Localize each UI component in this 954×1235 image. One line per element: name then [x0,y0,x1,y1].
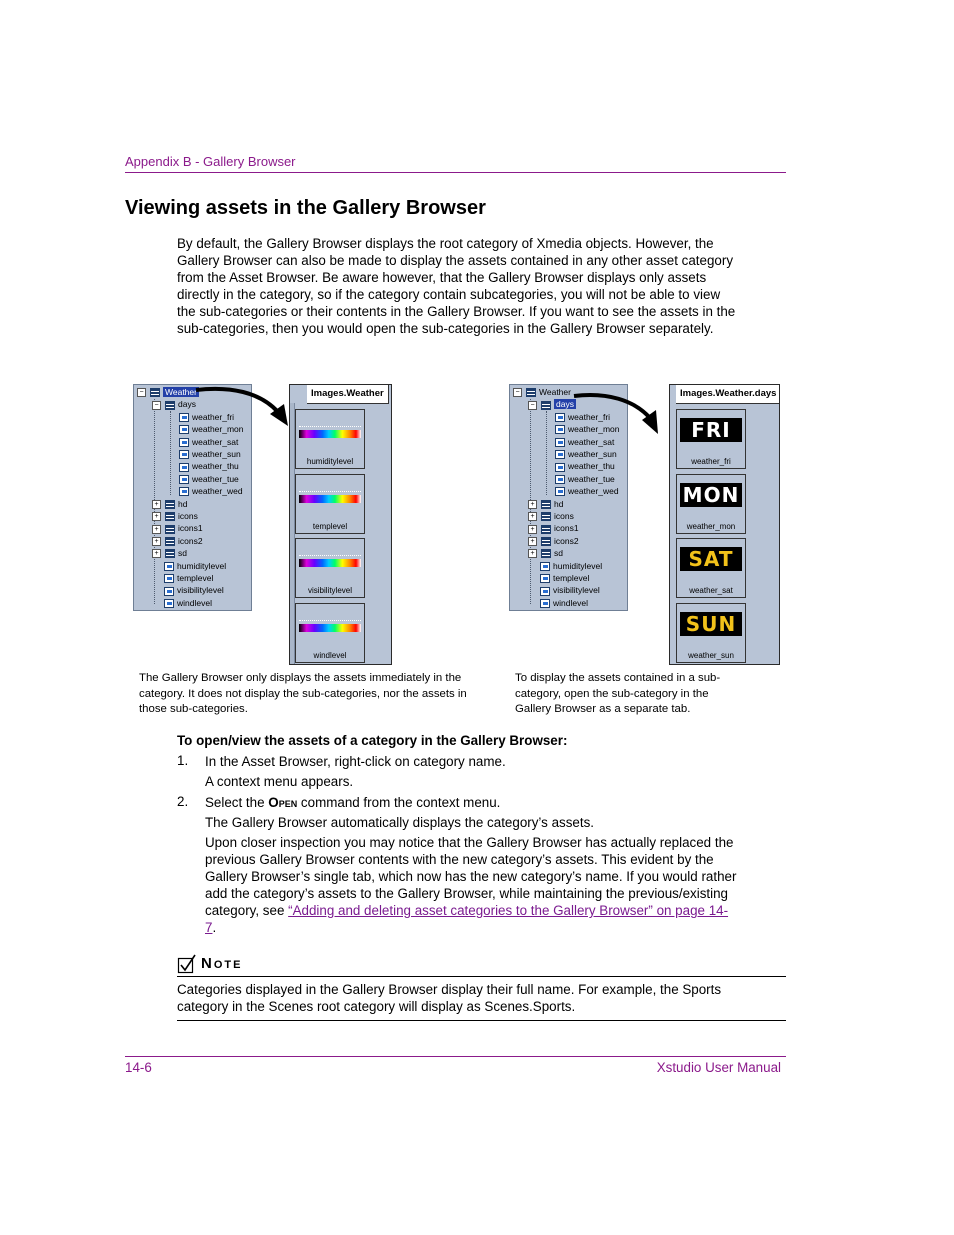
step-result: A context menu appears. [205,774,354,789]
tree-guide-line [546,411,547,495]
gallery-tile[interactable] [676,474,746,534]
tree-item-label: Weather [539,387,571,397]
note-bottom-rule [177,1020,786,1021]
checkbox-icon [177,954,197,974]
tree-item-label: days [178,399,196,410]
day-image: SAT [680,547,742,571]
tree-item-label: weather_sun [568,449,617,459]
expand-icon[interactable]: + [152,525,161,534]
step-number: 2. [177,794,189,809]
tree-item-label: templevel [553,573,590,583]
tree-item-label: weather_sat [568,436,615,447]
tree-item-label: icons2 [178,535,203,546]
image-icon [540,587,550,596]
section-title: Viewing assets in the Gallery Browser [125,197,486,219]
tree-item[interactable] [528,522,579,534]
expand-icon[interactable]: + [152,512,161,521]
tile-label: visibilitylevel [307,586,352,595]
tree-item-label: weather_sun [192,449,241,459]
tree-item[interactable] [528,398,576,410]
image-icon [164,562,174,571]
gallery-tab[interactable]: Images.Weather.days [676,385,780,404]
folder-icon [165,549,175,558]
step-text-before: Select the [205,795,269,810]
tree-item-label: hd [178,498,188,509]
tree-item-label: visibilitylevel [553,585,600,596]
tree-item-label: visibilitylevel [177,585,224,596]
tile-label: weather_mon [686,522,736,531]
image-icon [179,438,189,447]
folder-icon [541,401,551,410]
tree-item-label: weather_tue [192,473,239,484]
tree-item-label: weather_fri [192,411,235,422]
note-text: Categories displayed in the Gallery Browser display their full name. For example, the Sports category in the Scenes root category will display as Scenes.Sports. [177,982,722,1014]
tree-item[interactable] [179,473,239,485]
tree-item[interactable] [179,460,239,472]
collapse-icon[interactable]: − [137,388,146,397]
image-icon [540,574,550,583]
expand-icon[interactable]: + [152,500,161,509]
expand-icon[interactable]: + [528,537,537,546]
tile-label: windlevel [313,651,347,660]
tree-item-label: templevel [177,573,214,583]
tree-item-label: weather_mon [568,424,620,435]
tree-item-label: icons1 [554,523,579,534]
tree-item-label: windlevel [177,597,212,608]
figure-caption-right: To display the assets contained in a sub-category, open the sub-category in the Gallery Browser as a separate tab. [515,672,721,715]
tree-item-label: days [556,399,574,410]
step-text: In the Asset Browser, right-click on category name. [205,754,506,769]
tree-guide-line [170,411,171,495]
procedure-title: To open/view the assets of a category in the Gallery Browser: [177,733,568,748]
tree-item-label: windlevel [553,597,588,608]
tree-item[interactable] [540,597,588,609]
tree-item-label: weather_thu [568,461,615,472]
tree-item-label: weather_wed [192,486,243,497]
intro-paragraph: By default, the Gallery Browser displays the root category of Xmedia objects. However, the Gallery Browser can also be made to display the assets contained in any other asset category from the Asset Browser. Be aware however, that the Gallery Browser displays only assets directly in the category, so if the category contain subcategories, you will not be able to view the sub-categories or their contents in the Gallery Browser. If you want to see the assets in the sub-categories, then you would open the sub-categories in the Gallery Browser separately. [177,236,736,336]
tree-item[interactable] [528,510,574,522]
tree-item[interactable] [555,448,617,460]
tree-item[interactable] [555,473,615,485]
tile-label: humiditylevel [306,457,354,466]
tree-item-label: weather_sat [192,436,239,447]
arrow-icon [190,384,300,434]
day-image: FRI [680,418,742,442]
tree-item[interactable] [540,560,602,572]
tree-item[interactable] [152,522,203,534]
collapse-icon[interactable]: − [528,401,537,410]
step-number: 1. [177,753,189,768]
tree-item-label: icons [554,511,574,521]
tree-item-label: humiditylevel [553,560,603,571]
folder-icon [165,500,175,509]
running-header: Appendix B - Gallery Browser [125,154,296,169]
image-icon [164,574,174,583]
manual-title: Xstudio User Manual [656,1060,781,1075]
tile-label: templevel [312,522,348,531]
note-top-rule [177,976,786,977]
collapse-icon[interactable]: − [513,388,522,397]
gallery-tile[interactable] [676,603,746,663]
image-icon [179,425,189,434]
step-explanation [205,834,737,936]
tree-item-label: weather_fri [568,411,611,422]
tree-item[interactable] [164,597,212,609]
image-icon [179,487,189,496]
gallery-tile[interactable] [295,474,365,534]
collapse-icon[interactable]: − [152,401,161,410]
gallery-tile[interactable] [295,409,365,469]
tree-item-label: humiditylevel [177,560,227,571]
tree-item-label: weather_wed [568,486,619,497]
footer-rule [125,1056,786,1057]
image-icon [179,413,189,422]
tree-item-label: weather_thu [192,461,239,472]
tile-label: weather_sun [688,651,734,660]
figure-caption-left: The Gallery Browser only displays the assets immediately in the category. It does not display the sub-categories, nor the assets in those sub-categories. [139,672,467,715]
image-icon [540,562,550,571]
expand-icon[interactable]: + [528,525,537,534]
tree-item-label: sd [178,548,187,559]
arrow-icon [572,390,672,440]
folder-icon [541,500,551,509]
open-command: Open [268,795,298,810]
step-text [205,794,500,811]
image-icon [179,463,189,472]
expand-icon[interactable]: + [152,537,161,546]
tile-label: weather_fri [691,457,731,466]
image-icon [555,487,565,496]
tree-item[interactable] [528,547,563,559]
step-text-after: command from the context menu. [297,795,501,810]
gallery-tile[interactable] [295,538,365,598]
folder-icon [150,388,160,397]
tree-item[interactable] [164,584,224,596]
day-image: SUN [680,612,742,636]
tree-item[interactable] [164,560,226,572]
tree-item[interactable] [152,547,187,559]
tree-item-label: hd [554,498,564,509]
gallery-tab[interactable]: Images.Weather [307,385,389,404]
tree-item[interactable] [152,510,198,522]
cross-reference-link[interactable]: “Adding and deleting asset categories to the Gallery Browser” on page 14-7 [205,903,729,935]
tree-item[interactable] [164,572,213,584]
tree-item-label: icons1 [178,523,203,534]
image-icon [179,475,189,484]
image-icon [555,438,565,447]
gallery-tile[interactable] [295,603,365,663]
gallery-tile[interactable] [676,538,746,598]
image-icon [555,413,565,422]
tree-item[interactable] [179,485,243,497]
explanation-end: . [212,920,217,935]
step-result: The Gallery Browser automatically displays the category’s assets. [205,815,594,830]
tree-item[interactable] [152,498,187,510]
tree-item[interactable] [513,386,571,398]
folder-icon [526,388,536,397]
folder-icon [541,537,551,546]
tree-item[interactable] [179,448,241,460]
folder-icon [165,512,175,521]
tree-item-label: Weather [165,387,197,397]
header-rule [125,172,786,173]
image-icon [555,425,565,434]
image-icon [555,450,565,459]
page-number: 14-6 [125,1060,152,1075]
tree-item-label: icons [178,511,198,521]
tree-item[interactable] [528,535,579,547]
folder-icon [165,401,175,410]
expand-icon[interactable]: + [152,549,161,558]
image-icon [164,587,174,596]
note-heading: Note [201,955,243,972]
gallery-tile[interactable] [676,409,746,469]
tree-item-label: weather_mon [192,424,244,435]
image-icon [540,599,550,608]
tree-item[interactable] [152,535,203,547]
tree-item[interactable] [555,460,615,472]
folder-icon [541,525,551,534]
expand-icon[interactable]: + [528,549,537,558]
tile-label: weather_sat [689,586,733,595]
tree-item-label: icons2 [554,535,579,546]
image-icon [555,463,565,472]
day-image: MON [680,483,742,507]
gallery-panel-left [289,384,392,665]
folder-icon [541,549,551,558]
tree-item[interactable] [540,584,600,596]
tree-item-label: sd [554,548,563,559]
folder-icon [165,537,175,546]
folder-icon [165,525,175,534]
tree-item[interactable] [540,572,589,584]
image-icon [179,450,189,459]
tree-item-label: weather_tue [568,473,615,484]
folder-icon [541,512,551,521]
tree-item[interactable] [555,485,619,497]
tree-item[interactable] [179,436,238,448]
expand-icon[interactable]: + [528,500,537,509]
image-icon [164,599,174,608]
explanation-text: Upon closer inspection you may notice that the Gallery Browser has actually replaced the previous Gallery Browser contents with the new category’s assets. This evident by the Gallery Browser’s single tab, which now has the new category’s name. If you would rather add the category’s assets to the Gallery Browser, while maintaining the previous/existing category, see [205,835,737,918]
tree-item[interactable] [528,498,563,510]
gallery-panel-right [669,384,780,665]
expand-icon[interactable]: + [528,512,537,521]
image-icon [555,475,565,484]
